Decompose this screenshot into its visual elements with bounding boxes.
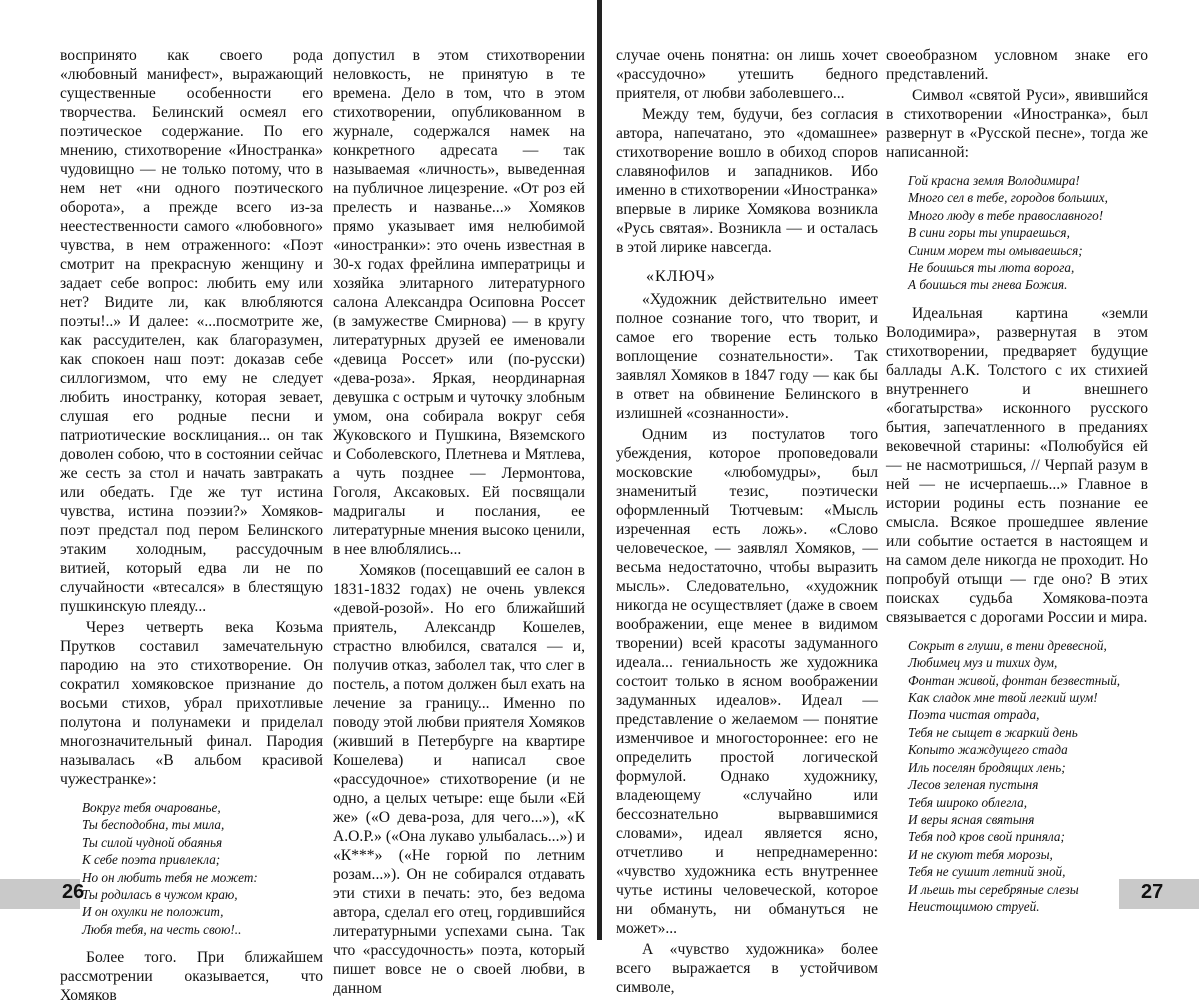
section-heading: «КЛЮЧ»	[646, 268, 716, 285]
right-page-column-1	[616, 46, 878, 997]
page-number: 26	[62, 881, 85, 903]
poem-russian-song	[908, 172, 1148, 294]
poem-line: Любя тебя, на честь свою!..	[82, 921, 242, 937]
poem-line: Ты силой чудной обаянья	[82, 834, 223, 850]
poem-prutkov	[82, 799, 323, 938]
poem-line: А боишься ты гнева Божия.	[908, 277, 1068, 293]
paragraph: своеобразном условном знаке его представлений.	[886, 47, 1148, 83]
poem-line: Синим морем ты омываешься;	[908, 242, 1083, 258]
paragraph: случае очень понятна: он лишь хочет «рассудочно» утешить бедного приятеля, от любви заболевшего...	[616, 47, 878, 102]
left-page	[0, 0, 597, 1005]
poem-line: Копыто жаждущего стада	[908, 742, 1068, 758]
poem-line: В сини горы ты упираешься,	[908, 225, 1070, 241]
page-number-tab	[1119, 879, 1199, 909]
left-page-column-1	[60, 46, 323, 1005]
paragraph: Символ «святой Руси», явившийся в стихотворении «Иностранка», был развернут в «Русской песне», тогда же написанной:	[886, 87, 1148, 161]
poem-line: Фонтан живой, фонтан безвестный,	[908, 672, 1121, 688]
poem-line: Тебя широко облегла,	[908, 794, 1027, 810]
paragraph: допустил в этом стихотворении неловкость, не принятую в те времена. Дело в том, что в этом стихотворении, опубликованном в журнале, содержался намек на конкретного адресата — так называемая «личность», выведенная на публичное лицезрение. «От роз ей прелесть и названье...» Хомяков прямо указывает имя нелюбимой «иностранки»: это очень известная в 30-х годах фрейлина императрицы и хозяйка элитарного литературного салона Александра Осиповна Россет (в замужестве Смирнова) — в кругу литературных друзей ее именовали «девица Россет» или (по-русски) «дева-роза». Яркая, неординарная девушка с острым и чуточку злобным умом, она собирала вокруг себя Жуковского и Пушкина, Вяземского и Соболевского, Плетнева и Мятлева, а чуть позднее — Лермонтова, Гоголя, Аксаковых. Ей посвящали мадригалы и послания, ее литературные мнения высоко ценили, в нее влюблялись...	[333, 47, 585, 558]
paragraph: Одним из постулатов того убеждения, которое проповедовали московские «любомудры», был знаменитый тезис, поэтически оформленный Тютчевым: «Мысль изреченная есть ложь». «Слово человеческое, — заявлял Хомяков, — весьма недостаточно, чтобы выразить мысль». Следовательно, «художник никогда не осуществляет (даже в своем воображении, еще менее в видимом творении) всей красоты задуманного идеала... гениальность же художника состоит только в ясном воображении задуманных идеалов». Идеал — представление о желаемом — понятие изменчивое и многостороннее: его не определить простой логической формулой. Однако художнику, владеющему «случайно или бессознательно вырвавшимися словами», идеал является ясно, отчетливо и непреднамеренно: «чувство художника есть внутреннее чутье истины человеческой, которое ни обмануть, ни обмануться не может»...	[616, 426, 878, 937]
paragraph: Через четверть века Козьма Прутков составил замечательную пародию на это стихотворение. Он сократил хомяковское признание до восьми стихов, убрал прихотливые полутона и полунамеки и приделал многозначительный финал. Пародия называлась «В альбом красивой чужестранке»:	[60, 619, 323, 788]
left-page-column-2	[333, 46, 585, 998]
paragraph: Хомяков (посещавший ее салон в 1831-1832 годах) не очень увлекся «девой-розой». Но его ближайший приятель, Александр Кошелев, страстно влюбился, сватался — и, получив отказ, заболел так, что слег в постель, а потом должен был ехать на лечение за границу... Именно по поводу этой любви приятеля Хомяков (живший в Петербурге на квартире Кошелева) и написал свое «рассудочное» стихотворение (и не одно, а целых четыре: еще были «Ей же» («О дева-роза, для чего...»), «К А.О.Р.» («Она лукаво улыбалась...») и «К***» («Не горюй по летним розам...»). Он не собирался отдавать эти стихи в печать: это, без ведома автора, сделал его отец, гордившийся литературными успехами сына. Так что «рассудочность» поэта, который пишет вовсе не о своей любви, в данном	[333, 562, 585, 997]
poem-line: Ты бесподобна, ты мила,	[82, 817, 225, 833]
paragraph: воспринято как своего рода «любовный манифест», выражающий существенные особенности его творчества. Белинский осмеял его поэтическое содержание. По его мнению, стихотворение «Иностранка» чудовищно — не только потому, что в нем нет «ни одного поэтического оборота», а прежде всего из-за неестественности самого «любовного» чувства, в нем отраженного: «Поэт смотрит на прекрасную женщину и задает себе вопрос: любить ему или нет? Видите ли, как влюбляются поэты!..» И далее: «...посмотрите же, как рассудителен, как благоразумен, как спокоен наш поэт: доказав себе силлогизмом, что ему не следует любить иностранку, которая зевает, слушая его родные песни и патриотические восклицания... он так доволен собою, что в состоянии сейчас же сесть за стол и начать завтракать или обедать. Где же тут истина чувства, истина поэзии?» Хомяков-поэт предстал под пером Белинского этаким холодным, рассудочным витией, который едва ли не по случайности «втесался» в блестящую пушкинскую плеяду...	[60, 47, 323, 615]
poem-line: Тебя под кров свой приняла;	[908, 829, 1065, 845]
poem-line: Любимец муз и тихих дум,	[908, 655, 1058, 671]
right-page-column-2	[886, 46, 1148, 925]
paragraph: «Художник действительно имеет полное сознание того, что творит, и самое его творение есть только воплощение сознательности». Так заявлял Хомяков в 1847 году — как бы в ответ на обвинение Белинского в излишней «сознанности».	[616, 291, 878, 422]
poem-line: И он охулки не положит,	[82, 904, 224, 920]
paragraph: Между тем, будучи, без согласия автора, напечатано, это «домашнее» стихотворение вошло в обиход споров славянофилов и западников. Ибо именно в стихотворении «Иностранка» впервые в лирике Хомякова возникла «Русь святая». Возникла — и осталась в этой лирике навсегда.	[616, 106, 878, 256]
poem-line: К себе поэта привлекла;	[82, 852, 221, 868]
poem-line: Тебя не сыщет в жаркий день	[908, 724, 1078, 740]
poem-line: Иль поселян бродящих лень;	[908, 759, 1066, 775]
poem-line: Не боишься ты люта ворога,	[908, 260, 1075, 276]
poem-line: Как сладок мне твой легкий шум!	[908, 690, 1098, 706]
poem-line: И не скуют тебя морозы,	[908, 846, 1053, 862]
page-number: 27	[1141, 881, 1164, 903]
poem-line: Но он любить тебя не может:	[82, 869, 258, 885]
poem-line: Вокруг тебя очарованье,	[82, 800, 221, 815]
poem-line: Неистощимою струей.	[908, 898, 1040, 914]
paragraph: А «чувство художника» более всего выражается в устойчивом символе,	[616, 941, 878, 996]
poem-line: Сокрыт в глуши, в тени древесной,	[908, 637, 1107, 653]
poem-fountain	[908, 637, 1148, 916]
poem-line: Ты родилась в чужом краю,	[82, 887, 238, 903]
poem-line: И веры ясная святыня	[908, 811, 1035, 827]
paragraph: Более того. При ближайшем рассмотрении оказывается, что Хомяков	[60, 949, 323, 1005]
poem-line: Тебя не сушит летний зной,	[908, 864, 1066, 880]
poem-line: Гой красна земля Володимира!	[908, 173, 1080, 188]
page-number-tab	[0, 879, 85, 909]
poem-line: Много люду в тебе православного!	[908, 207, 1104, 223]
poem-line: Много сел в тебе, городов больших,	[908, 190, 1108, 206]
paragraph: Идеальная картина «земли Володимира», развернутая в этом стихотворении, предваряет будущие баллады А.К. Толстого с их стихией внутреннего и внешнего «богатырства» исконного русского бытия, запечатленного в преданиях вековечной старины: «Полюбуйся ей — не насмотришься, // Черпай разум в ней — не исчерпаешь...» Главное в истории родины есть познание ее смысла. Всякое прошедшее явление или событие остается в настоящем и на самом деле никогда не проходит. Но попробуй отыщи — где оно? В этих поисках судьба Хомякова-поэта связывается с дорогами России и мира.	[886, 304, 1148, 626]
poem-line: Лесов зеленая пустыня	[908, 777, 1039, 793]
right-page	[602, 0, 1199, 996]
poem-line: И льешь ты серебряные слезы	[908, 881, 1079, 897]
poem-line: Поэта чистая отрада,	[908, 707, 1040, 723]
